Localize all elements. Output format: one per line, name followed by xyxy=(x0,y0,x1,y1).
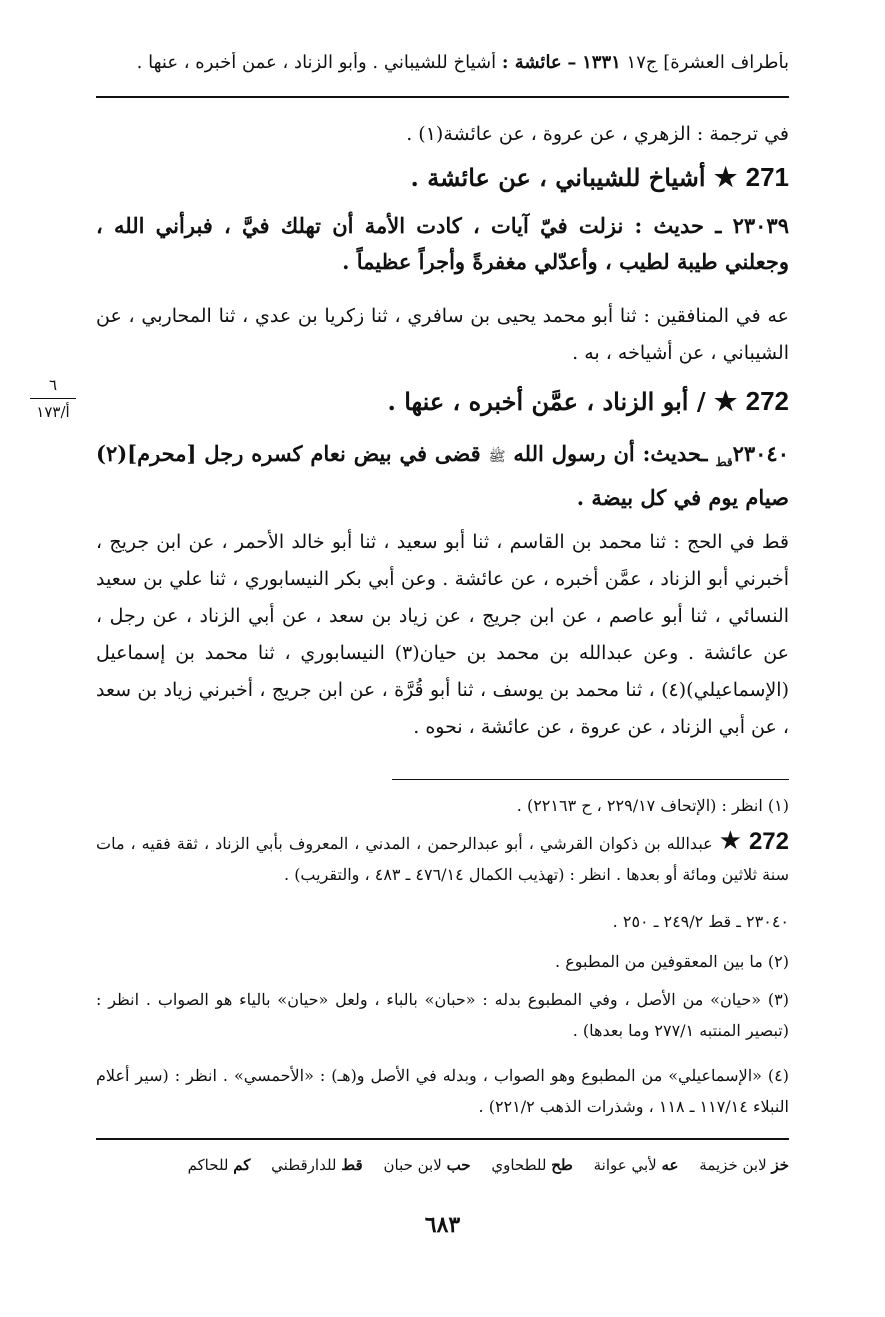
hadith-23040-text-a: ـحديث: أن رسول الله xyxy=(513,441,708,466)
heading-271-number: 271 xyxy=(745,162,789,192)
hadith-23040-number: ٢٣٠٤٠ xyxy=(732,441,789,466)
footnote-rule xyxy=(392,779,789,780)
hadith-23040-sigla: قط xyxy=(715,455,733,470)
page-number: ٦٨٣ xyxy=(424,1212,461,1238)
header-number: ١٣٣١ xyxy=(582,52,621,73)
sigla-legend xyxy=(96,1156,789,1188)
header-topics: أشياخ للشيباني . وأبو الزناد ، عمن أخبره ، عنها . xyxy=(136,52,497,73)
footnote-272-text: عبدالله بن ذكوان القرشي ، أبو عبدالرحمن ، المدني ، المعروف بأبي الزناد ، ثقة فقيه ، مات سنة ثلاثين ومائة أو بعدها . انظر : (تهذيب الكمال ٤٧٦/١٤ ـ ٤٨٣ ، والتقريب) . xyxy=(96,834,789,884)
margin-note-divider xyxy=(30,398,76,399)
legend-item: طح للطحاوي xyxy=(491,1156,573,1174)
footnote-272 xyxy=(96,826,789,890)
legend-item: حب لابن حبان xyxy=(383,1156,471,1174)
hadith-23039-text: ـ حديث : نزلت فيّ آيات ، كادت الأمة أن تهلك فيَّ ، فبرأني الله ، وجعلني طيبة لطيب ، وأعدّلي مغفرةً وأجراً عظيماً . xyxy=(96,213,789,274)
footnote-4: (٤) «الإسماعيلي» من المطبوع وهو الصواب ، وبدله في الأصل و(هـ) : «الأحمسي» . انظر : (سير أعلام النبلاء ١١٧/١٤ ـ ١١٨ ، وشذرات الذهب ٢٢١/٢) . xyxy=(96,1066,790,1116)
heading-271 xyxy=(96,158,789,197)
star-icon: ★ xyxy=(713,163,738,193)
header-volume: ج١٧ xyxy=(626,52,658,73)
legend-item: خز لابن خزيمة xyxy=(699,1156,789,1174)
margin-note-top: ٦ xyxy=(48,376,58,394)
heading-271-text: أشياخ للشيباني ، عن عائشة . xyxy=(410,163,706,192)
heading-272-text: أبو الزناد ، عمَّن أخبره ، عنها . xyxy=(387,387,689,416)
heading-272-number: 272 xyxy=(745,386,789,416)
footnote-2: (٢) ما بين المعقوفين من المطبوع . xyxy=(555,952,789,971)
margin-note-bottom: أ/١٧٣ xyxy=(36,403,70,421)
hadith-23039 xyxy=(96,208,789,280)
footnote-1: (١) انظر : (الإتحاف ٢٢٩/١٧ ، ح ٢٢١٦٣) . xyxy=(516,796,789,815)
header-musnad: عائشة : xyxy=(501,52,562,73)
margin-note xyxy=(30,374,76,423)
legend-rule xyxy=(96,1138,789,1140)
running-header: بأطراف العشرة] ج١٧ ١٣٣١ – عائشة : أشياخ للشيباني . وأبو الزناد ، عمن أخبره ، عنها . xyxy=(136,52,789,73)
hadith-23039-number: ٢٣٠٣٩ xyxy=(732,213,789,238)
footnote-272-number: 272 xyxy=(748,828,789,855)
hadith-23040-text-b: قضى في بيض نعام كسره رجل [محرم](٢) صيام يوم في كل بيضة . xyxy=(96,441,789,511)
header-book: بأطراف العشرة] xyxy=(663,52,789,73)
star-icon: ★ xyxy=(713,387,738,417)
salutation-glyph: ﷺ xyxy=(488,449,506,465)
source-23039: عه في المنافقين : ثنا أبو محمد يحيى بن سافري ، ثنا زكريا بن عدي ، ثنا المحاربي ، عن الشيباني ، عن أشياخه ، به . xyxy=(96,305,789,364)
footnote-3: (٣) «حيان» من الأصل ، وفي المطبوع بدله : «حبان» بالباء ، ولعل «حيان» بالياء هو الصواب . انظر : (تبصير المنتبه ٢٧٧/١ وما بعدها) . xyxy=(96,990,789,1040)
hadith-23040 xyxy=(96,436,789,516)
opening-line: في ترجمة : الزهري ، عن عروة ، عن عائشة(١) . xyxy=(406,123,789,145)
legend-item: قط للدارقطني xyxy=(271,1156,363,1174)
heading-272-slash: / xyxy=(696,387,706,416)
header-rule xyxy=(96,96,789,98)
legend-item: كم للحاكم xyxy=(187,1156,251,1174)
star-icon: ★ xyxy=(718,826,743,856)
footnote-23040: ٢٣٠٤٠ ـ قط ٢٤٩/٢ ـ ٢٥٠ . xyxy=(612,912,789,931)
source-23040: قط في الحج : ثنا محمد بن القاسم ، ثنا أبو سعيد ، ثنا أبو خالد الأحمر ، عن ابن جريج ، أخبرني أبو الزناد ، عمَّن أخبره ، عن عائشة . وعن أبي بكر النيسابوري ، ثنا علي بن سعيد النسائي ، ثنا أبو عاصم ، عن ابن جريج ، عن زياد بن سعد ، عن أبي الزناد ، عن رجل ، عن عائشة . وعن عبدالله بن محمد بن حيان(٣) النيسابوري ، ثنا محمد بن إسماعيل (الإسماعيلي)(٤) ، ثنا محمد بن يوسف ، ثنا أبو قُرَّة ، عن ابن جريج ، أخبرني زياد بن سعد ، عن أبي الزناد ، عن عروة ، عن عائشة ، نحوه . xyxy=(96,531,789,738)
heading-272 xyxy=(96,382,789,421)
legend-item: عه لأبي عوانة xyxy=(593,1156,679,1174)
